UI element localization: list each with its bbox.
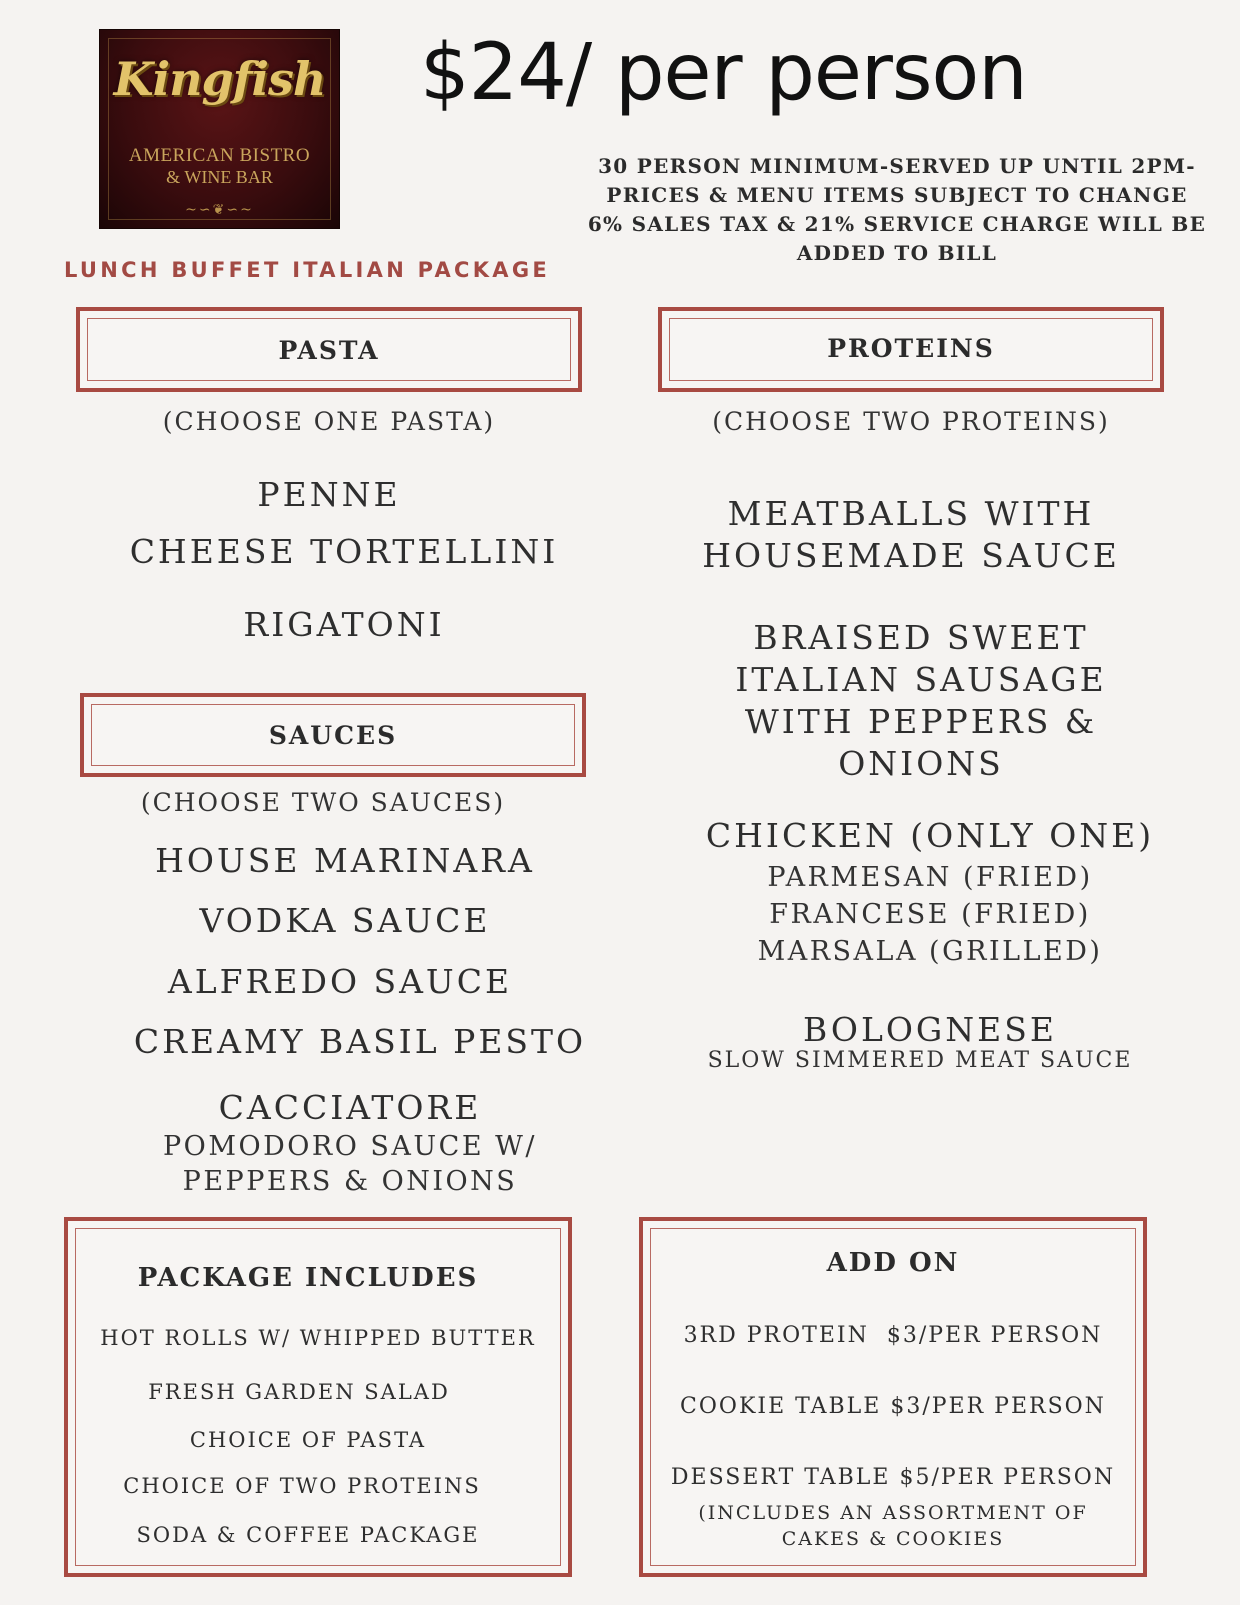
protein-bolognese: BOLOGNESE — [803, 1010, 1057, 1049]
sauce-item: VODKA SAUCE — [199, 901, 491, 940]
package-item: CHOICE OF PASTA — [189, 1428, 427, 1452]
sauce-item: CREAMY BASIL PESTO — [133, 1022, 587, 1061]
sauces-header-label: SAUCES — [268, 721, 398, 750]
dessert-note: (INCLUDES AN ASSORTMENT OF — [698, 1502, 1088, 1524]
logo-name: Kingfish — [113, 52, 326, 106]
cacciatore-description: POMODORO SAUCE W/ — [163, 1131, 537, 1162]
pasta-item: PENNE — [257, 475, 401, 514]
package-includes-title: PACKAGE INCLUDES — [137, 1263, 479, 1293]
package-item: SODA & COFFEE PACKAGE — [136, 1523, 480, 1547]
pasta-choose-note: (CHOOSE ONE PASTA) — [162, 407, 496, 436]
sauce-item: ALFREDO SAUCE — [167, 962, 513, 1001]
sauce-item: HOUSE MARINARA — [155, 841, 535, 880]
proteins-header — [658, 307, 1164, 392]
protein-chicken: CHICKEN (ONLY ONE) — [705, 816, 1155, 855]
sauces-choose-note: (CHOOSE TWO SAUCES) — [140, 788, 506, 817]
flourish-icon: ~∽❦∽~ — [185, 202, 254, 218]
kingfish-logo — [99, 29, 340, 229]
add-on-title: ADD ON — [826, 1248, 960, 1278]
note-line: 30 PERSON MINIMUM-SERVED UP UNTIL 2PM- — [598, 154, 1196, 178]
logo-tagline-1: AMERICAN BISTRO — [128, 145, 311, 166]
add-on-item: 3RD PROTEIN $3/PER PERSON — [683, 1323, 1103, 1348]
dessert-note: CAKES & COOKIES — [781, 1528, 1005, 1550]
chicken-option: FRANCESE (FRIED) — [769, 899, 1091, 930]
note-line: PRICES & MENU ITEMS SUBJECT TO CHANGE — [606, 183, 1188, 207]
proteins-choose-note: (CHOOSE TWO PROTEINS) — [712, 407, 1110, 436]
package-item: FRESH GARDEN SALAD — [148, 1380, 450, 1404]
cacciatore-description: PEPPERS & ONIONS — [182, 1166, 518, 1197]
pasta-header-label: PASTA — [278, 336, 380, 365]
note-line: 6% SALES TAX & 21% SERVICE CHARGE WILL BE — [587, 212, 1207, 236]
note-line: ADDED TO BILL — [796, 241, 998, 265]
chicken-option: MARSALA (GRILLED) — [757, 936, 1103, 967]
protein-sausage: ONIONS — [838, 744, 1004, 783]
add-on-item: DESSERT TABLE $5/PER PERSON — [670, 1465, 1116, 1490]
sauces-header — [80, 693, 586, 777]
package-item: CHOICE OF TWO PROTEINS — [123, 1474, 481, 1498]
protein-meatballs: HOUSEMADE SAUCE — [702, 536, 1120, 575]
protein-sausage: ITALIAN SAUSAGE — [735, 660, 1107, 699]
price-per-person: $24/ per person — [420, 28, 1027, 118]
bolognese-description: SLOW SIMMERED MEAT SAUCE — [707, 1048, 1133, 1073]
package-title: LUNCH BUFFET ITALIAN PACKAGE — [64, 258, 551, 282]
pasta-header — [76, 307, 582, 392]
pasta-item: RIGATONI — [243, 605, 445, 644]
add-on-item: COOKIE TABLE $3/PER PERSON — [680, 1394, 1106, 1419]
protein-meatballs: MEATBALLS WITH — [727, 494, 1095, 533]
protein-sausage: WITH PEPPERS & — [744, 702, 1098, 741]
logo-tagline-2: & WINE BAR — [166, 167, 273, 187]
terms-notes — [572, 152, 1222, 268]
package-item: HOT ROLLS W/ WHIPPED BUTTER — [100, 1326, 536, 1350]
sauce-item: CACCIATORE — [218, 1088, 482, 1127]
proteins-header-label: PROTEINS — [827, 334, 995, 363]
chicken-option: PARMESAN (FRIED) — [767, 862, 1093, 893]
pasta-item: CHEESE TORTELLINI — [129, 532, 559, 571]
protein-sausage: BRAISED SWEET — [753, 618, 1089, 657]
